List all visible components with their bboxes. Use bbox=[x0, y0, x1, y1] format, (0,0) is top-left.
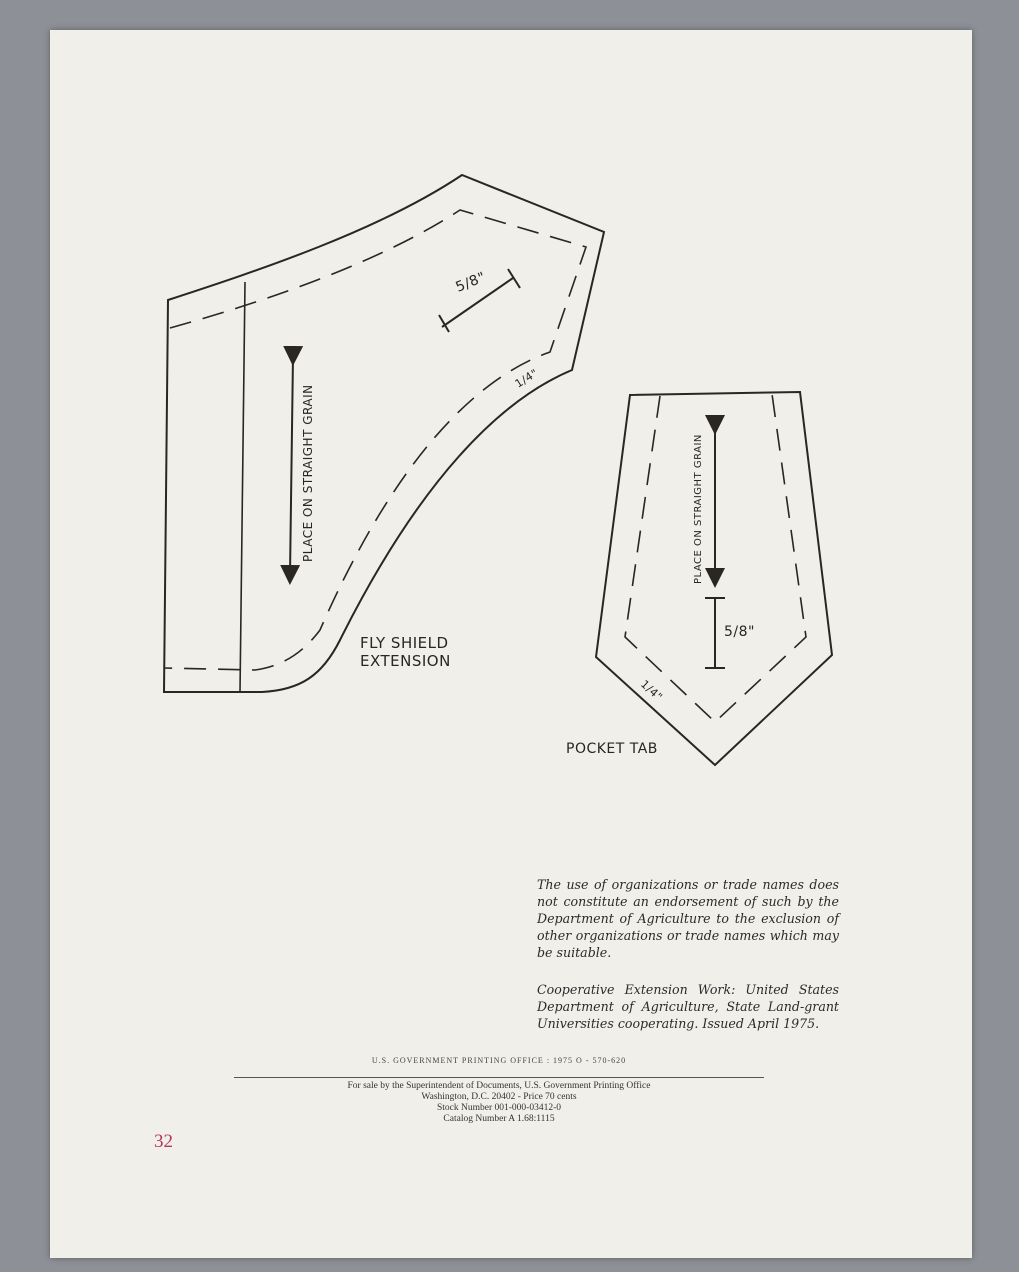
pocket-tab-grain-label: PLACE ON STRAIGHT GRAIN bbox=[693, 434, 704, 584]
fly-shield-pattern bbox=[164, 175, 604, 692]
fly-shield-grain-label: PLACE ON STRAIGHT GRAIN bbox=[301, 384, 315, 562]
pocket-tab-pattern bbox=[596, 392, 832, 765]
sale-line-4: Catalog Number A 1.68:1115 bbox=[443, 1114, 555, 1124]
pocket-tab-label: POCKET TAB bbox=[566, 741, 658, 757]
sale-line-2: Washington, D.C. 20402 - Price 70 cents bbox=[421, 1092, 577, 1102]
fly-shield-label-line1: FLY SHIELD bbox=[360, 634, 449, 652]
fly-shield-outline bbox=[164, 175, 604, 692]
cooperative-extension-note: Cooperative Extension Work: United States Department of Agriculture, State Land-grant Universities cooperating. Issued April 1975. bbox=[537, 981, 839, 1031]
page-number: 32 bbox=[154, 1131, 173, 1152]
fly-shield-grain-arrow bbox=[290, 356, 293, 575]
sale-line-1: For sale by the Superintendent of Documents, U.S. Government Printing Office bbox=[347, 1081, 651, 1091]
footer-divider bbox=[234, 1077, 764, 1078]
sale-information bbox=[234, 1081, 764, 1125]
trade-name-disclaimer: The use of organizations or trade names does not constitute an endorsement of such by the Department of Agriculture to the exclusion of other organizations or trade names which may be suitable. bbox=[537, 876, 839, 960]
printing-office-line: U.S. GOVERNMENT PRINTING OFFICE : 1975 O - 570-620 bbox=[371, 1056, 627, 1065]
fly-shield-edge-label: 1/4" bbox=[512, 366, 541, 391]
fly-shield-seam-line bbox=[164, 210, 586, 670]
fly-shield-label-line2: EXTENSION bbox=[360, 652, 451, 670]
sale-line-3: Stock Number 001-000-03412-0 bbox=[436, 1103, 561, 1113]
fly-shield-seam-label: 5/8" bbox=[453, 269, 489, 296]
pocket-tab-seam-label: 5/8" bbox=[724, 624, 755, 640]
fly-shield-fold-line bbox=[240, 282, 245, 692]
pocket-tab-edge-label: 1/4" bbox=[637, 677, 666, 704]
